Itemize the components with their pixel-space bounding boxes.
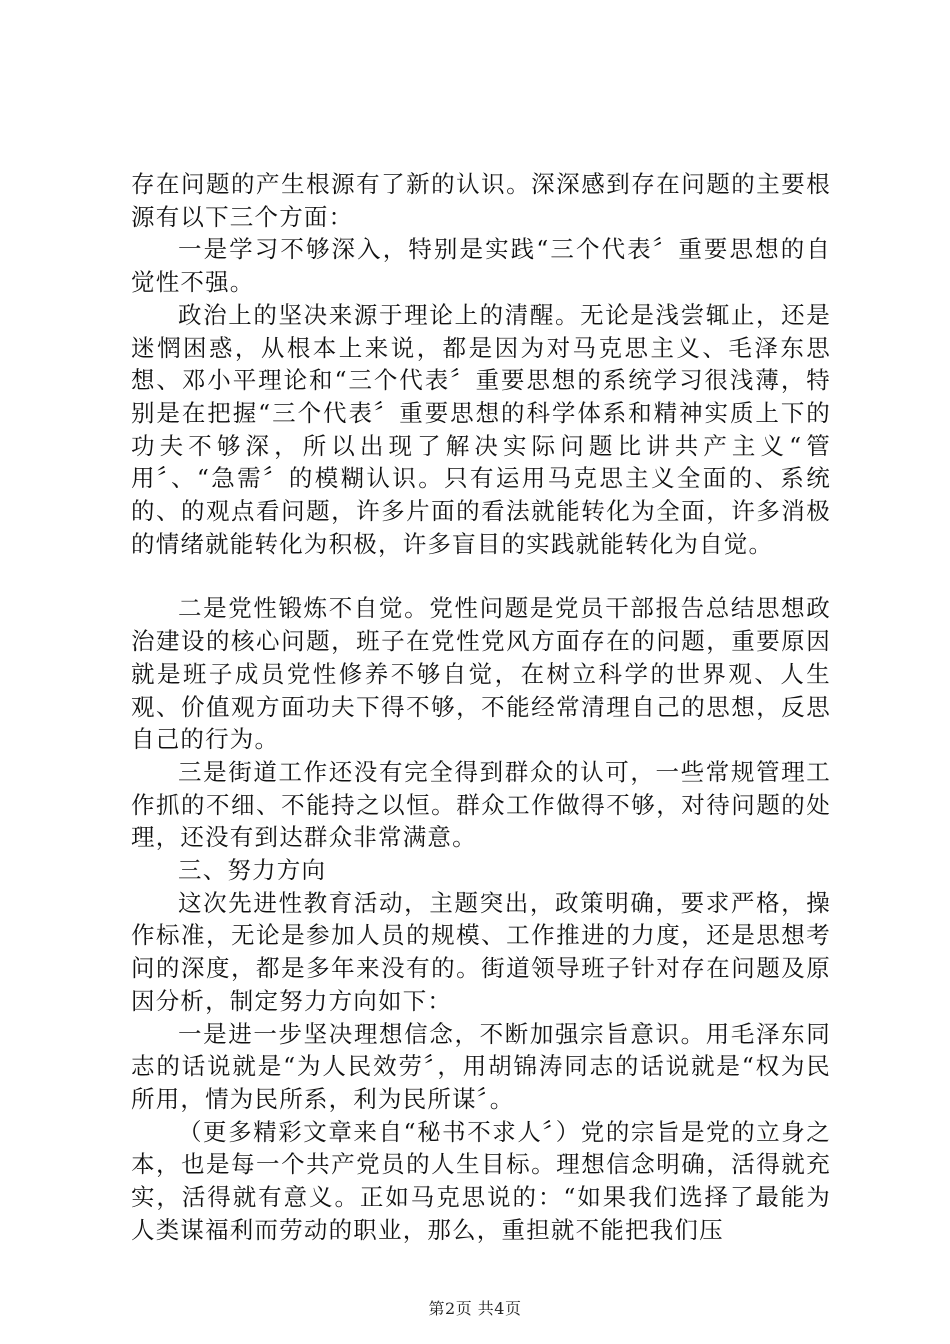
section-heading-direction: 三、努力方向 [178, 856, 327, 885]
paragraph-party-purpose: （更多精彩文章来自“秘书不求人〞）党的宗旨是党的立身之本，也是每一个共产党员的人生目标。理想信念明确，活得就充实，活得就有意义。正如马克思说的：“如果我们选择了最能为人类谋福利而劳动的职业，那么，重担就不能把我们压 [131, 1117, 831, 1244]
paragraph-direction-one: 一是进一步坚决理想信念，不断加强宗旨意识。用毛泽东同志的话说就是“为人民效劳〞，用胡锦涛同志的话说就是“权为民所用，情为民所系，利为民所谋〞。 [131, 1019, 831, 1113]
page-footer: 第2页 共4页 [428, 1299, 522, 1318]
paragraph-point-three: 三是街道工作还没有完全得到群众的认可，一些常规管理工作抓的不细、不能持之以恒。群众工作做得不够，对待问题的处理，还没有到达群众非常满意。 [131, 757, 831, 852]
paragraph-point-one-heading: 一是学习不够深入，特别是实践“三个代表〞重要思想的自觉性不强。 [131, 235, 831, 297]
paragraph-political-firmness: 政治上的坚决来源于理论上的清醒。无论是浅尝辄止，还是迷惘困惑，从根本上来说，都是因为对马克思主义、毛泽东思想、邓小平理论和“三个代表〞重要思想的系统学习很浅薄，特别是在把握“三个代表〞重要思想的科学体系和精神实质上下的功夫不够深，所以出现了解决实际问题比讲共产主义“管用〞、“急需〞的模糊认识。只有运用马克思主义全面的、系统的、的观点看问题，许多片面的看法就能转化为全面，许多消极的情绪就能转化为积极，许多盲目的实践就能转化为自觉。 [131, 300, 831, 558]
document-body [131, 168, 831, 1247]
paragraph-point-two: 二是党性锻炼不自觉。党性问题是党员干部报告总结思想政治建设的核心问题，班子在党性党风方面存在的问题，重要原因就是班子成员党性修养不够自觉，在树立科学的世界观、人生观、价值观方面功夫下得不够，不能经常清理自己的思想，反思自己的行为。 [131, 594, 831, 754]
paragraph-continuation: 存在问题的产生根源有了新的认识。深深感到存在问题的主要根源有以下三个方面： [131, 170, 831, 231]
paragraph-education-activity: 这次先进性教育活动，主题突出，政策明确，要求严格，操作标准，无论是参加人员的规模、工作推进的力度，还是思想考问的深度，都是多年来没有的。街道领导班子针对存在问题及原因分析，制定努力方向如下： [131, 888, 831, 1015]
